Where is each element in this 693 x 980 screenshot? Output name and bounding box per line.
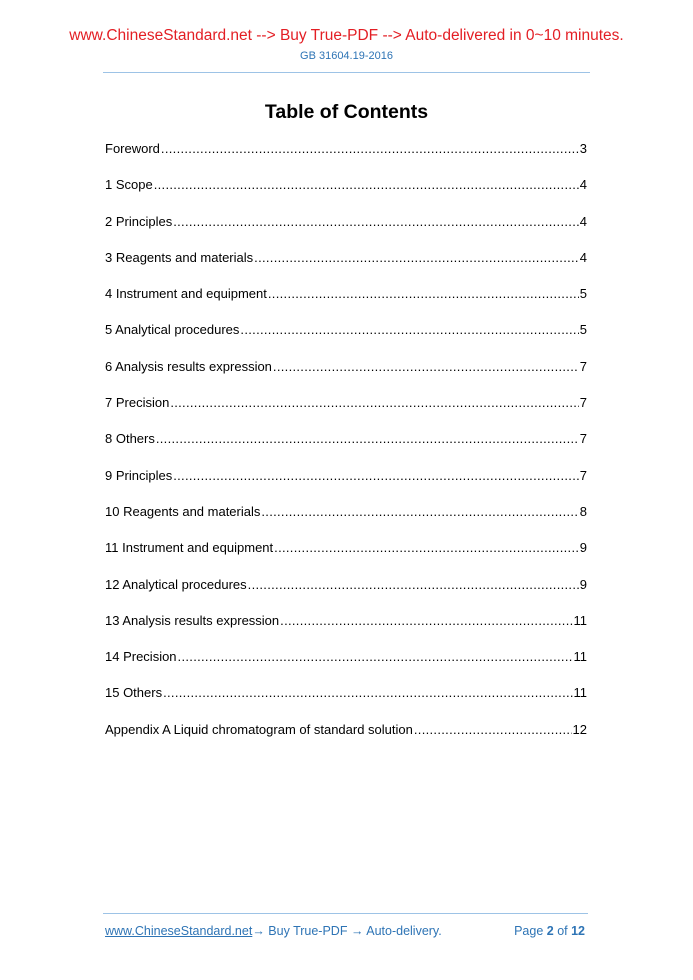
toc-entry[interactable] [105, 503, 587, 539]
toc-entry-page: 7 [579, 431, 587, 447]
toc-entry[interactable] [105, 684, 587, 720]
toc-leader-dots [268, 285, 579, 303]
page-total: 12 [571, 924, 585, 938]
toc-entry[interactable] [105, 394, 587, 430]
toc-entry-page: 11 [573, 649, 587, 665]
toc-entry[interactable] [105, 249, 587, 285]
toc-entry-page: 7 [579, 358, 587, 374]
toc-entry-label: 2 Principles [105, 213, 173, 229]
page-label: Page [514, 924, 547, 938]
toc-entry-label: 15 Others [105, 685, 163, 701]
toc-entry-label: 9 Principles [105, 467, 173, 483]
toc-entry-label: Appendix A Liquid chromatogram of standard solution [105, 721, 413, 737]
toc-leader-dots [254, 249, 579, 267]
toc-entry[interactable] [105, 648, 587, 684]
footer-buy-text: Buy True-PDF [264, 924, 351, 938]
toc-leader-dots [170, 394, 578, 412]
toc-entry-label: 7 Precision [105, 395, 170, 411]
standard-code: GB 31604.19-2016 [300, 50, 393, 62]
header-divider [103, 72, 590, 73]
toc-leader-dots [163, 684, 572, 702]
arrow-right-icon: → [350, 924, 364, 938]
toc-entry-page: 11 [573, 685, 587, 701]
toc-entry-page: 5 [579, 286, 587, 302]
toc-leader-dots [173, 213, 579, 231]
page-of: of [553, 924, 572, 938]
toc-entry[interactable] [105, 576, 587, 612]
toc-leader-dots [240, 321, 578, 339]
toc-entry[interactable] [105, 213, 587, 249]
toc-entry[interactable] [105, 285, 587, 321]
toc-entry[interactable] [105, 321, 587, 357]
toc-entry-page: 7 [579, 467, 587, 483]
toc-entry[interactable] [105, 176, 587, 212]
toc-entry-label: Foreword [105, 141, 160, 156]
header-banner[interactable]: www.ChineseStandard.net --> Buy True-PDF --> Auto-delivered in 0~10 minutes. [69, 27, 624, 44]
toc-leader-dots [261, 503, 578, 521]
toc-list [105, 140, 587, 757]
footer-site-link[interactable]: www.ChineseStandard.net [105, 924, 253, 938]
toc-leader-dots [273, 358, 579, 376]
toc-entry-label: 1 Scope [105, 177, 153, 193]
toc-entry[interactable] [105, 539, 587, 575]
page-number [514, 924, 585, 938]
toc-entry-page: 4 [579, 249, 587, 265]
arrow-right-icon: → [252, 924, 265, 938]
toc-entry-page: 4 [579, 177, 587, 193]
toc-entry-label: 14 Precision [105, 649, 177, 665]
toc-entry[interactable] [105, 612, 587, 648]
page-current: 2 [546, 924, 554, 938]
toc-leader-dots [156, 430, 579, 448]
toc-leader-dots [414, 721, 572, 739]
toc-leader-dots [173, 467, 579, 485]
toc-entry-page: 12 [572, 721, 587, 737]
toc-leader-dots [178, 648, 573, 666]
toc-entry[interactable] [105, 467, 587, 503]
toc-entry-label: 13 Analysis results expression [105, 612, 280, 628]
toc-leader-dots [280, 612, 572, 630]
toc-entry-page: 4 [579, 213, 587, 229]
toc-entry[interactable] [105, 358, 587, 394]
toc-leader-dots [161, 140, 579, 158]
page-title: Table of Contents [264, 101, 429, 123]
toc-entry-page: 11 [573, 612, 587, 628]
toc-entry-label: 6 Analysis results expression [105, 358, 272, 374]
toc-entry-page: 9 [579, 540, 587, 556]
toc-entry[interactable] [105, 140, 587, 176]
toc-entry-page: 9 [579, 576, 587, 592]
footer-delivery-text: Auto-delivery. [363, 924, 442, 938]
toc-entry-label: 10 Reagents and materials [105, 503, 261, 519]
toc-entry-label: 8 Others [105, 431, 155, 447]
toc-leader-dots [274, 539, 579, 557]
toc-entry-label: 3 Reagents and materials [105, 249, 254, 265]
toc-entry-label: 5 Analytical procedures [105, 322, 240, 338]
toc-leader-dots [248, 576, 579, 594]
toc-entry-page: 8 [579, 503, 587, 519]
footer-divider [103, 913, 588, 914]
toc-entry-page: 3 [579, 141, 587, 156]
toc-entry-label: 4 Instrument and equipment [105, 286, 267, 302]
footer-promo [105, 924, 442, 938]
toc-entry-page: 5 [579, 322, 587, 338]
toc-entry-page: 7 [579, 395, 587, 411]
toc-entry-label: 12 Analytical procedures [105, 576, 247, 592]
toc-leader-dots [154, 176, 579, 194]
toc-entry[interactable] [105, 430, 587, 466]
toc-entry-label: 11 Instrument and equipment [105, 540, 274, 556]
toc-entry[interactable] [105, 721, 587, 757]
